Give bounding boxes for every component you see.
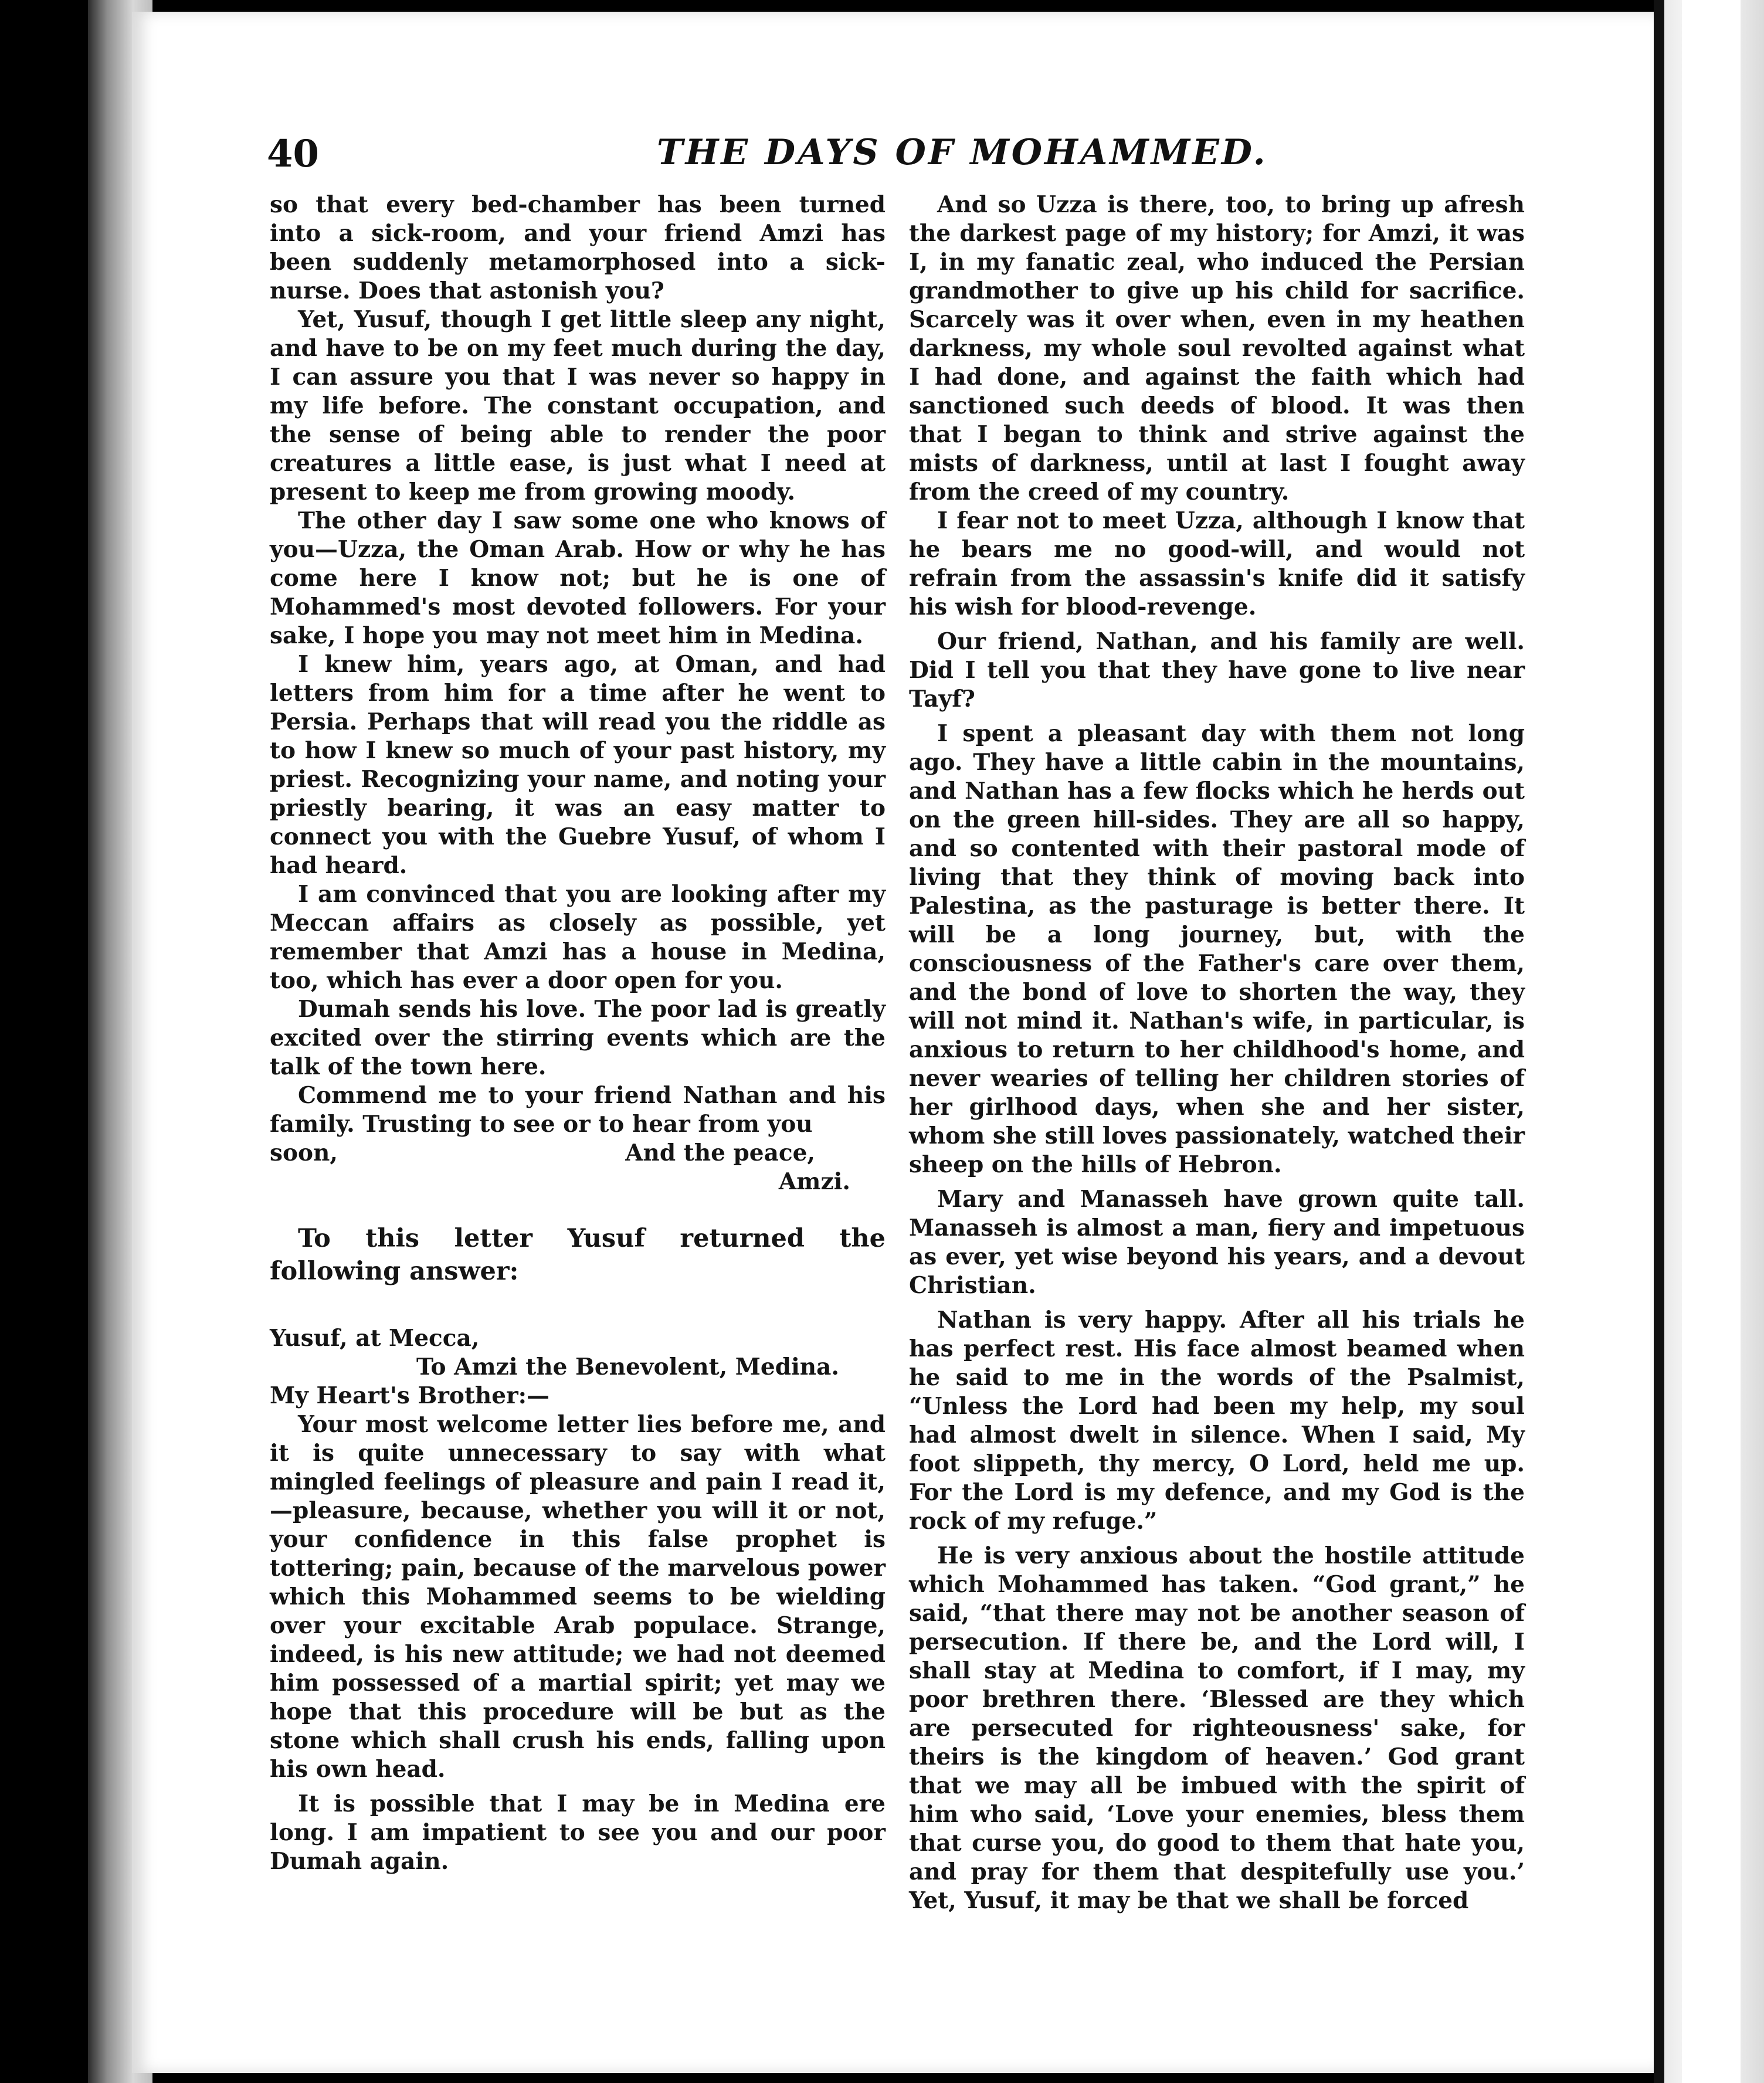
- paragraph: And so Uzza is there, too, to bring up afresh the darkest page of my history; for Amzi, it was I, in my fanatic zeal, who induced the Persian grandmother to give up his child for sacrifice. Scarcely was it over when, even in my heathen darkness, my whole soul revolted against what I had done, and against the faith which had sanctioned such deeds of blood. It was then that I began to think and strive against the mists of darkness, until at last I fought away from the creed of my country.: [909, 191, 1525, 506]
- letter-closing: [270, 1139, 886, 1168]
- paragraph: Mary and Manasseh have grown quite tall. Manasseh is almost a man, fiery and impetuous as ever, yet wise beyond his years, and a devout Christian.: [909, 1186, 1525, 1299]
- closing-phrase: And the peace,: [625, 1139, 815, 1166]
- paragraph: It is possible that I may be in Medina ere long. I am impatient to see you and our poor Dumah again.: [270, 1790, 886, 1875]
- right-column: [909, 191, 1525, 1915]
- left-column: [270, 191, 886, 1876]
- letter-salutation: My Heart's Brother:—: [270, 1382, 550, 1409]
- running-title: THE DAYS OF MOHAMMED.: [657, 132, 1268, 173]
- page-number: 40: [267, 132, 320, 176]
- paragraph: I fear not to meet Uzza, although I know that he bears me no good-will, and would not refrain from the assassin's knife did it satisfy his wish for blood-revenge.: [909, 507, 1525, 620]
- letter-signature: Amzi.: [778, 1168, 850, 1195]
- paragraph: Our friend, Nathan, and his family are well. Did I tell you that they have gone to live near Tayf?: [909, 628, 1525, 713]
- paragraph: Your most welcome letter lies before me, and it is quite unnecessary to say with what mingled feelings of pleasure and pain I read it, —pleasure, because, whether you will it or not, your confidence in this false prophet is tottering; pain, because of the marvelous power which this Mohammed seems to be wielding over your excitable Arab populace. Strange, indeed, is his new attitude; we had not deemed him possessed of a martial spirit; yet may we hope that this procedure will be but as the stone which shall crush his ends, falling upon his own head.: [270, 1411, 886, 1783]
- closing-word: soon,: [270, 1139, 338, 1166]
- paragraph: The other day I saw some one who knows of you—Uzza, the Oman Arab. How or why he has come here I know not; but he is one of Mohammed's most devoted followers. For your sake, I hope you may not meet him in Medina.: [270, 507, 886, 649]
- paragraph: I spent a pleasant day with them not long ago. They have a little cabin in the mountains, and Nathan has a few flocks which he herds out on the green hill-sides. They are all so happy, and so contented with their pastoral mode of living that they think of moving back into Palestina, as the pasturage is better there. It will be a long journey, but, with the consciousness of the Father's care over them, and the bond of love to shorten the way, they will not mind it. Nathan's wife, in particular, is anxious to return to her childhood's home, and never wearies of telling her children stories of her girlhood days, when she and her sister, whom she still loves passionately, watched their sheep on the hills of Hebron.: [909, 720, 1525, 1178]
- paragraph: I am convinced that you are looking after my Meccan affairs as closely as possible, yet remember that Amzi has a house in Medina, too, which has ever a door open for you.: [270, 881, 886, 994]
- paragraph: He is very anxious about the hostile attitude which Mohammed has taken. “God grant,” he said, “that there may not be another season of persecution. If there be, and the Lord will, I shall stay at Medina to comfort, if I may, my poor brethren there. ‘Blessed are they which are persecuted for righteousness' sake, for theirs is the kingdom of heaven.’ God grant that we may all be imbued with the spirit of him who said, ‘Love your enemies, bless them that curse you, do good to them that hate you, and pray for them that despitefully use you.’ Yet, Yusuf, it may be that we shall be forced: [909, 1542, 1525, 1914]
- scan-speck-mark: ⸙: [6, 392, 32, 433]
- transition-paragraph: To this letter Yusuf returned the following answer:: [270, 1224, 886, 1286]
- facing-page-edge: [1664, 0, 1764, 2083]
- paragraph: I knew him, years ago, at Oman, and had letters from him for a time after he went to Persia. Perhaps that will read you the riddle as to how I knew so much of your past history, my priest. Recognizing your name, and noting your priestly bearing, it was an easy matter to connect you with the Guebre Yusuf, of whom I had heard.: [270, 651, 886, 879]
- paragraph: Yet, Yusuf, though I get little sleep any night, and have to be on my feet much during the day, I can assure you that I was never so happy in my life before. The constant occupation, and the sense of being able to render the poor creatures a little ease, is just what I need at present to keep me from growing moody.: [270, 306, 886, 506]
- letter-recipient: To Amzi the Benevolent, Medina.: [416, 1353, 840, 1380]
- page-gutter: [1654, 0, 1664, 2083]
- paragraph: so that every bed-chamber has been turned into a sick-room, and your friend Amzi has been suddenly metamorphosed into a sick-nurse. Does that astonish you?: [270, 191, 886, 304]
- running-header: [267, 132, 1487, 185]
- scan-speck-mark: ⟋: [23, 516, 44, 550]
- letter-sender: Yusuf, at Mecca,: [270, 1325, 480, 1352]
- paragraph: Commend me to your friend Nathan and his family. Trusting to see or to hear from you: [270, 1082, 886, 1138]
- paragraph: Nathan is very happy. After all his trials he has perfect rest. His face almost beamed when he said to me in the words of the Psalmist, “Unless the Lord had been my help, my soul had almost dwelt in silence. When I said, My foot slippeth, thy mercy, O Lord, held me up. For the Lord is my defence, and my God is the rock of my refuge.”: [909, 1307, 1525, 1535]
- paragraph: Dumah sends his love. The poor lad is greatly excited over the stirring events which are the talk of the town here.: [270, 996, 886, 1080]
